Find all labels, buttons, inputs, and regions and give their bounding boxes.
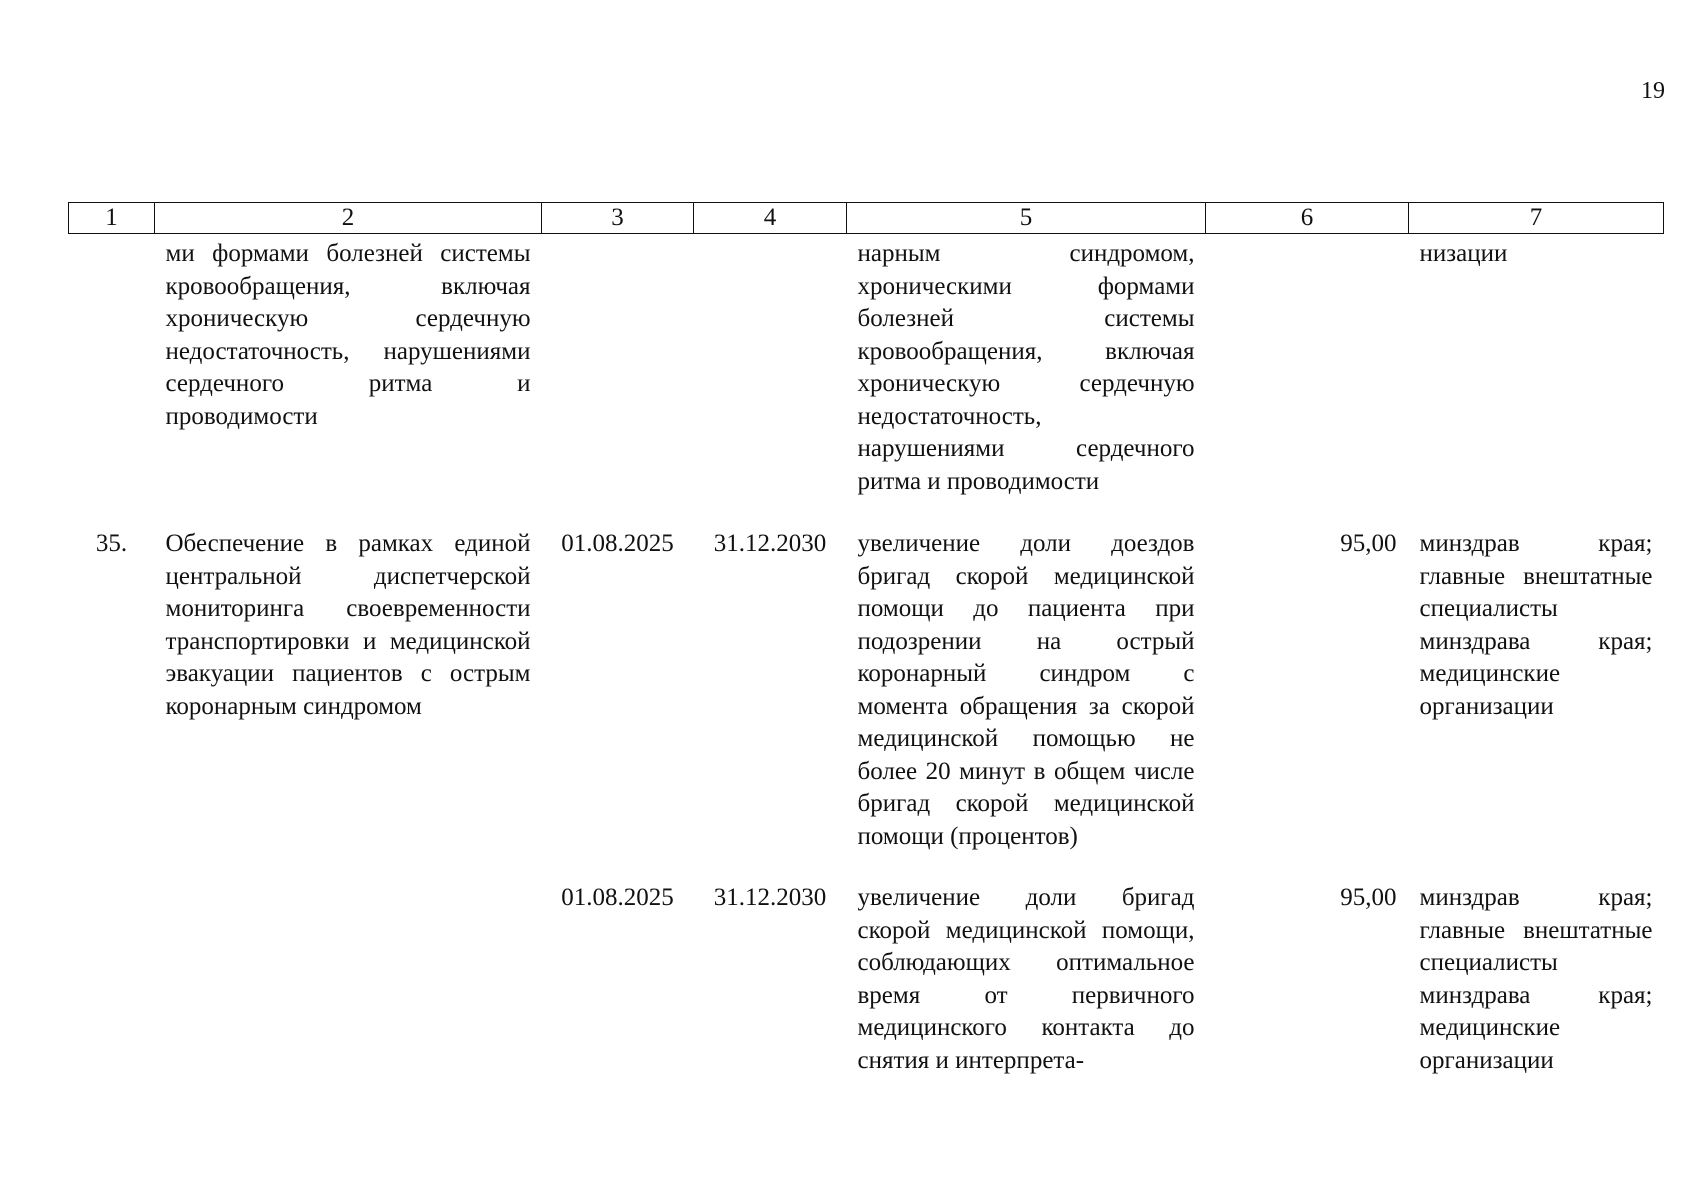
column-header: 5 [847,203,1206,234]
event-cell: Обеспечение в рамках единой центральной диспетчерской мониторинга своевременности транспортировки и медицинской эвакуации пациентов с острым коронарным синдромом [165,530,531,720]
indicator-cell: увеличение доли доездов бригад скорой медицинской помощи до пациента при подозрении на острый коронарный синдром с момента обращения за скорой медицинской помощью не более 20 минут в общем числе бригад скорой медицинской помощи (процентов) [857,530,1195,850]
column-header: 3 [542,203,694,234]
end-date-cell: 31.12.2030 [713,884,827,911]
indicator-cell: увеличение доли бригад скорой медицинской помощи, соблюдающих оптимальное время от первичного медицинского контакта до снятия и интерпрета- [857,884,1195,1074]
responsible-cell: низации [1419,240,1508,267]
end-date-cell: 31.12.2030 [713,530,827,557]
table-row [69,882,1664,1077]
column-number-header [69,203,1664,234]
column-header: 4 [694,203,847,234]
end-date-cell [694,234,847,529]
column-header: 7 [1409,203,1664,234]
event-cell [155,882,542,1077]
page-number: 19 [1641,78,1665,104]
row-number-cell [69,234,155,529]
row-number-cell [69,882,155,1077]
start-date-cell [542,234,694,529]
column-header: 6 [1206,203,1409,234]
measures-table [68,202,1664,1077]
row-number-cell: 35. [95,530,128,557]
start-date-cell: 01.08.2025 [561,530,674,557]
column-header: 2 [155,203,542,234]
responsible-cell: минздрав края; главные внештатные специалисты минздрава края; медицинские организации [1419,884,1653,1074]
value-cell: 95,00 [1340,530,1397,557]
responsible-cell: минздрав края; главные внештатные специалисты минздрава края; медицинские организации [1419,530,1653,720]
event-cell: ми формами болезней системы кровообращения, включая хроническую сердечную недостаточность, нарушениями сердечного ритма и проводимости [165,240,531,430]
column-header: 1 [69,203,155,234]
indicator-cell: нарным синдромом, хроническими формами болезней системы кровообращения, включая хроническую сердечную недостаточность, нарушениями сердечного ритма и проводимости [857,240,1195,495]
value-cell: 95,00 [1340,884,1397,911]
table-row [69,528,1664,882]
start-date-cell: 01.08.2025 [561,884,674,911]
value-cell [1206,234,1409,529]
continuation-row [69,234,1664,529]
